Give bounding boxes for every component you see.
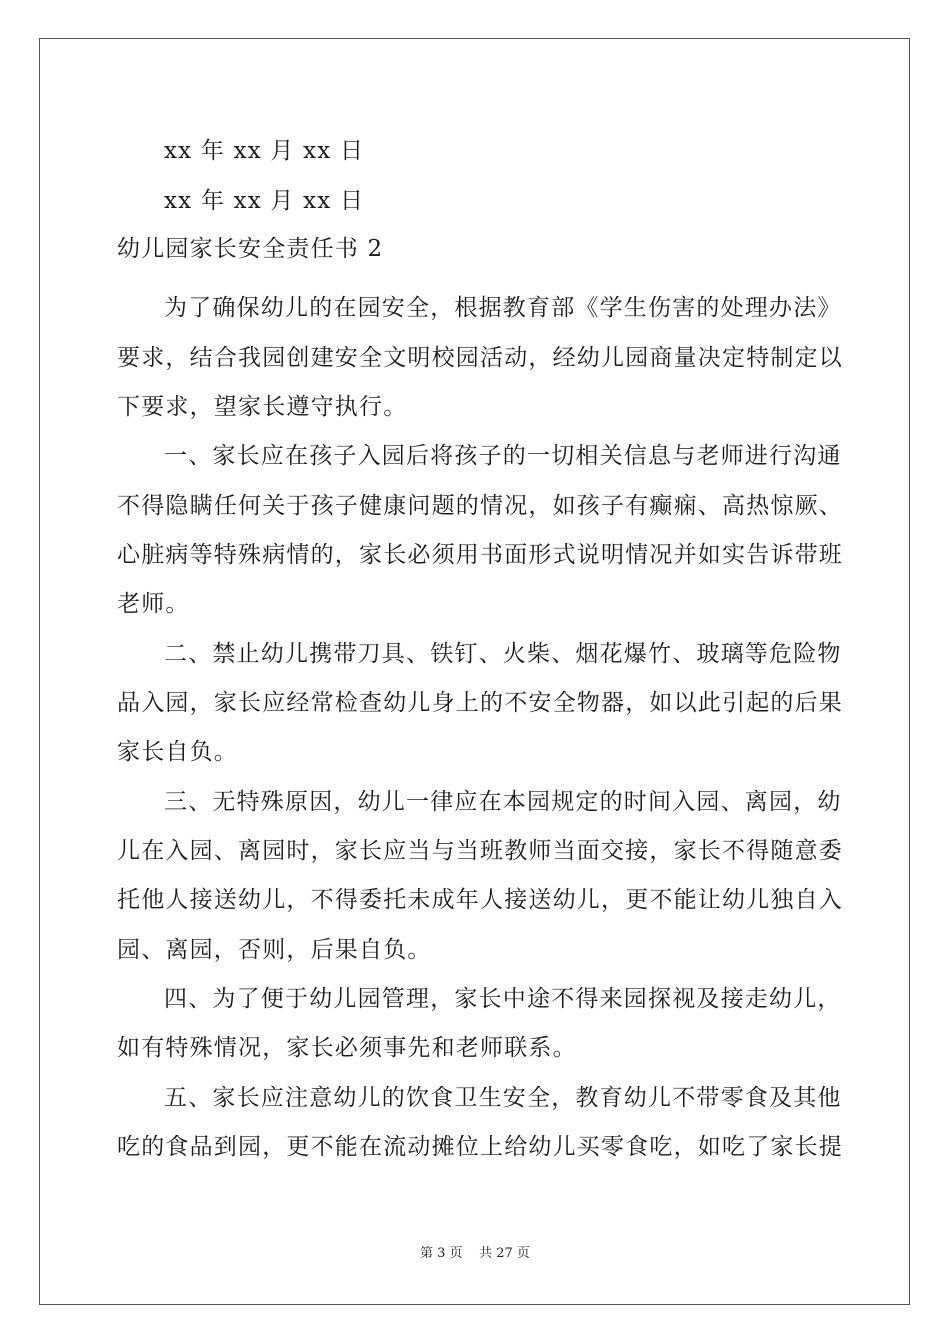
body-line: 家长自负。	[117, 739, 238, 765]
body-line: 老师。	[117, 591, 190, 617]
body-line: 品入园，家长应经常检查幼儿身上的不安全物器，如以此引起的后果	[117, 690, 843, 716]
date-line-2: xx 年 xx 月 xx 日	[164, 188, 365, 214]
body-line: 三、无特殊原因，幼儿一律应在本园规定的时间入园、离园，幼	[164, 789, 842, 815]
body-line: 心脏病等特殊病情的，家长必须用书面形式说明情况并如实告诉带班	[117, 542, 843, 568]
body-line: 二、禁止幼儿携带刀具、铁钉、火柴、烟花爆竹、玻璃等危险物	[164, 641, 842, 667]
body-line: 如有特殊情况，家长必须事先和老师联系。	[117, 1035, 577, 1061]
date-line-1: xx 年 xx 月 xx 日	[164, 138, 365, 164]
page-number: 第 3 页	[420, 1246, 463, 1261]
body-line: 吃的食品到园，更不能在流动摊位上给幼儿买零食吃，如吃了家长提	[117, 1134, 843, 1160]
body-line: 为了确保幼儿的在园安全，根据教育部《学生伤害的处理办法》	[164, 295, 842, 321]
body-line: 儿在入园、离园时，家长应当与当班教师当面交接，家长不得随意委	[117, 838, 843, 864]
page-border	[39, 38, 910, 1305]
body-line: 一、家长应在孩子入园后将孩子的一切相关信息与老师进行沟通	[164, 443, 842, 469]
body-line: 五、家长应注意幼儿的饮食卫生安全，教育幼儿不带零食及其他	[164, 1085, 842, 1111]
page-footer	[0, 1245, 950, 1263]
body-line: 要求，结合我园创建安全文明校园活动，经幼儿园商量决定特制定以	[117, 345, 843, 371]
body-line: 园、离园，否则，后果自负。	[117, 937, 432, 963]
body-line: 下要求，望家长遵守执行。	[117, 394, 408, 420]
body-line: 四、为了便于幼儿园管理，家长中途不得来园探视及接走幼儿，	[164, 986, 842, 1012]
page-total: 共 27 页	[479, 1246, 530, 1261]
body-line: 不得隐瞒任何关于孩子健康问题的情况，如孩子有癫痫、高热惊厥、	[117, 493, 843, 519]
body-line: 托他人接送幼儿，不得委托未成年人接送幼儿，更不能让幼儿独自入	[117, 887, 843, 913]
document-heading: 幼儿园家长安全责任书 2	[117, 236, 384, 262]
